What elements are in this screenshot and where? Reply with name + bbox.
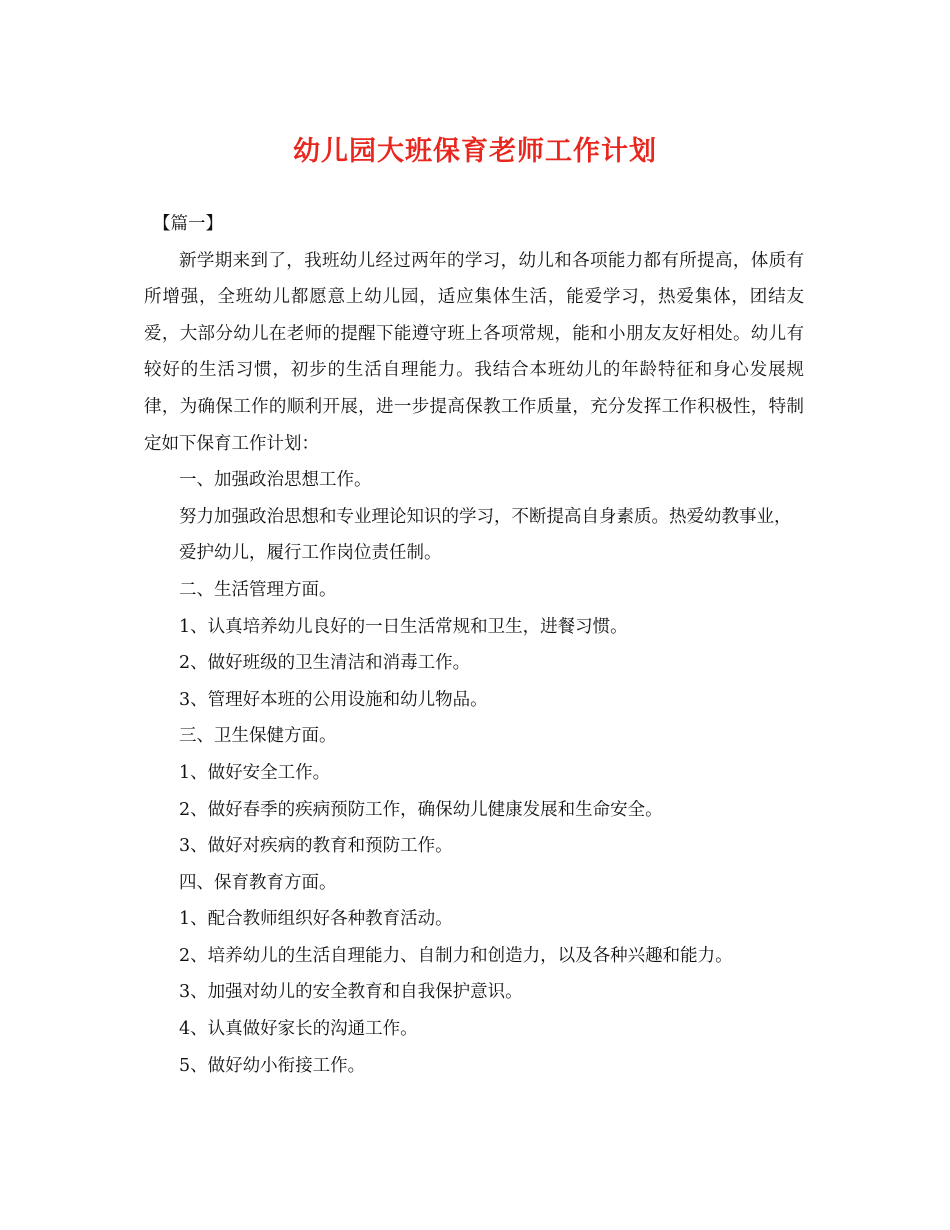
list-item: 2、做好春季的疾病预防工作，确保幼儿健康发展和生命安全。 — [179, 799, 663, 820]
list-item: 1、配合教师组织好各种教育活动。 — [179, 909, 453, 930]
heading-education: 四、保育教育方面。 — [179, 872, 337, 893]
list-item: 2、做好班级的卫生清洁和消毒工作。 — [179, 653, 471, 674]
heading-health-care: 三、卫生保健方面。 — [179, 726, 337, 747]
intro-paragraph: 新学期来到了，我班幼儿经过两年的学习，幼儿和各项能力都有所提高，体质有所增强，全班幼儿都愿意上幼儿园，适应集体生活，能爱学习，热爱集体，团结友爱，大部分幼儿在老师的提醒下能遵守班上各项常规，能和小朋友友好相处。幼儿有较好的生活习惯，初步的生活自理能力。我结合本班幼儿的年龄特征和身心发展规律，为确保工作的顺利开展，进一步提高保教工作质量，充分发挥工作积极性，特制定如下保育工作计划： — [144, 250, 804, 454]
list-item: 3、管理好本班的公用设施和幼儿物品。 — [179, 689, 488, 710]
heading-political-work: 一、加强政治思想工作。 — [179, 470, 372, 491]
list-item: 1、认真培养幼儿良好的一日生活常规和卫生，进餐习惯。 — [179, 616, 628, 637]
paragraph: 努力加强政治思想和专业理论知识的学习，不断提高自身素质。热爱幼教事业， — [179, 506, 792, 527]
list-item: 1、做好安全工作。 — [179, 762, 331, 783]
list-item: 4、认真做好家长的沟通工作。 — [179, 1019, 418, 1040]
list-item: 2、培养幼儿的生活自理能力、自制力和创造力，以及各种兴趣和能力。 — [179, 945, 733, 966]
list-item: 5、做好幼小衔接工作。 — [179, 1055, 366, 1076]
document-body — [144, 206, 804, 1084]
heading-life-management: 二、生活管理方面。 — [179, 579, 337, 600]
document-title: 幼儿园大班保育老师工作计划 — [293, 136, 657, 167]
section-label: 【篇一】 — [153, 214, 223, 234]
list-item: 3、加强对幼儿的安全教育和自我保护意识。 — [179, 982, 523, 1003]
paragraph: 爱护幼儿，履行工作岗位责任制。 — [179, 543, 442, 564]
list-item: 3、做好对疾病的教育和预防工作。 — [179, 836, 453, 857]
